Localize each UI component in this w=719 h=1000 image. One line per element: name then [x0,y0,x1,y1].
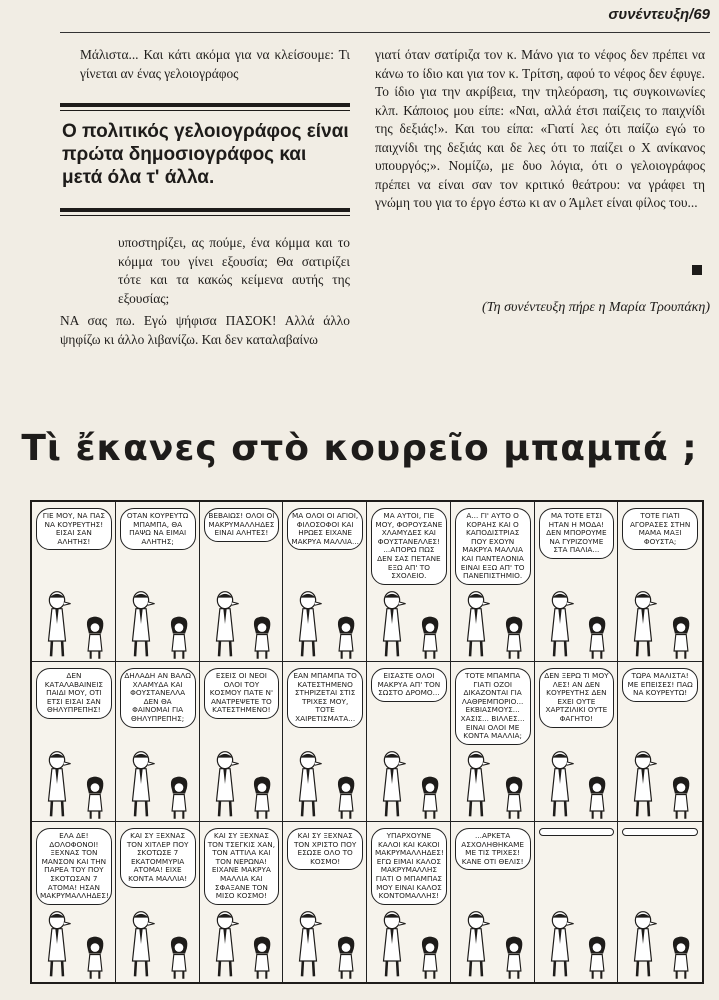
comic-grid [32,502,702,982]
comic-panel [200,662,284,822]
son-figure [668,936,694,980]
father-figure [543,590,577,658]
article-credit: (Τη συνέντευξη πήρε η Μαρία Τρουπάκη) [481,300,710,315]
father-figure [124,910,158,978]
father-figure [375,910,409,978]
pull-quote-rule-bottom-thin [60,215,350,216]
son-figure [333,616,359,660]
speech-bubble: ΕΣΕΙΣ ΟΙ ΝΕΟΙ ΟΛΟΙ ΤΟΥ ΚΟΣΜΟΥ ΠΑΤΕ Ν' ΑΝΑΤΡΕΨΕΤΕ ΤΟ ΚΑΤΕΣΤΗΜΕΝΟ! [204,668,280,719]
son-figure [501,616,527,660]
father-figure [375,750,409,818]
speech-bubble: ΚΑΙ ΣΥ ΞΕΧΝΑΣ ΤΟΝ ΤΣΕΓΚΙΣ ΧΑΝ, ΤΟΝ ΑΤΤΙΛΑ ΚΑΙ ΤΟΝ ΝΕΡΩΝΑ! ΕΙΧΑΝΕ ΜΑΚΡΥΑ ΜΑΛΛΙΑ ΚΑΙ ΣΦΑΞΑΝΕ ΤΟΝ ΜΙΣΟ ΚΟΣΜΟ! [204,828,280,905]
son-figure [333,776,359,820]
son-figure [417,616,443,660]
article-left-bottom [60,312,350,349]
son-figure [249,776,275,820]
speech-bubble: ΟΤΑΝ ΚΟΥΡΕΥΤΩ ΜΠΑΜΠΑ, ΘΑ ΠΑΨΩ ΝΑ ΕΙΜΑΙ ΑΛΗΤΗΣ; [120,508,196,550]
comic-panel [32,822,116,982]
son-figure [166,776,192,820]
father-figure [543,910,577,978]
son-figure [333,936,359,980]
speech-bubble: ΕΛΑ ΔΕ! ΔΟΛΟΦΟΝΟΙ! ΞΕΧΝΑΣ ΤΟΝ ΜΑΝΣΟΝ ΚΑΙ ΤΗΝ ΠΑΡΕΑ ΤΟΥ ΠΟΥ ΣΚΟΤΩΣΑΝ 7 ΑΤΟΜΑ! ΗΣΑΝ ΜΑΚΡΥΜΑΛΛΗΔΕΣ! [36,828,112,905]
article-left-top [80,46,350,83]
father-figure [40,750,74,818]
son-figure [249,616,275,660]
pull-quote-rule-top [60,103,350,107]
comic-panel [283,502,367,662]
son-figure [668,776,694,820]
speech-bubble: ΜΑ ΤΟΤΕ ΕΤΣΙ ΗΤΑΝ Η ΜΟΔΑ! ΔΕΝ ΜΠΟΡΟΥΜΕ ΝΑ ΓΥΡΙΖΟΥΜΕ ΣΤΑ ΠΑΛΙΑ... [539,508,615,559]
comic-panel [618,502,702,662]
son-figure [82,936,108,980]
speech-bubble [622,828,698,836]
comic-panel [283,662,367,822]
comic-panel [535,502,619,662]
father-figure [40,590,74,658]
speech-bubble: ΔΗΛΑΔΗ ΑΝ ΒΑΛΩ ΧΛΑΜΥΔΑ ΚΑΙ ΦΟΥΣΤΑΝΕΛΛΑ ΔΕΝ ΘΑ ΦΑΙΝΟΜΑΙ ΓΙΑ ΘΗΛΥΠΡΕΠΗΣ; [120,668,196,728]
comic-panel [200,822,284,982]
pull-quote-rule-bottom [60,208,350,212]
comic-panel [32,502,116,662]
comic-strip [30,500,704,984]
page-header: συνέντευξη/69 [608,6,710,23]
comic-panel [367,502,451,662]
speech-bubble: ΕΙΣΑΣΤΕ ΟΛΟΙ ΜΑΚΡΥΑ ΑΠ' ΤΟΝ ΣΩΣΤΟ ΔΡΟΜΟ... [371,668,447,702]
comic-panel [200,502,284,662]
father-figure [375,590,409,658]
speech-bubble: Α... ΓΙ' ΑΥΤΟ Ο ΚΟΡΑΗΣ ΚΑΙ Ο ΚΑΠΟΔΙΣΤΡΙΑΣ ΠΟΥ ΕΧΟΥΝ ΜΑΚΡΥΑ ΜΑΛΛΙΑ ΚΑΙ ΠΑΝΤΕΛΟΝΙΑ ΕΙΝΑΙ ΕΞΩ ΑΠ' ΤΟ ΠΑΝΕΠΙΣΤΗΜΙΟ. [455,508,531,585]
pull-quote-rule-top-thin [60,110,350,111]
paragraph: γιατί όταν σατίριζα τον κ. Μάνο για το νέφος δεν πρέπει να κάνω το ίδιο και για τον κ. Τρίτση, αφού το νέφος δεν έφυγε. Το ίδιο για την ακρίβεια, την τηλεόραση, τις συγκοινωνίες κλπ. Κάποιος μου είπε: «Ναι, αλλά έτσι παίζεις το παιχνίδι της δεξιάς!». Και του είπα: «Γιατί λες ότι παίζω εγώ το παιχνίδι της δεξιάς και δε λες ότι το παίζει ο Χ ανίκανος υπουργός;». Νομίζω, με δυο λόγια, ότι ο γελοιογράφος πρέπει να είναι σαν τον κριτικό θεάτρου: να γράφει τη γνώμη του για το έργο έστω κι αν ο Άμλετ είναι φίλος του... [375,47,705,210]
comic-panel [116,502,200,662]
son-figure [501,776,527,820]
speech-bubble: ΥΠΑΡΧΟΥΝΕ ΚΑΛΟΙ ΚΑΙ ΚΑΚΟΙ ΜΑΚΡΥΜΑΛΛΗΔΕΣ! ΕΓΩ ΕΙΜΑΙ ΚΑΛΟΣ ΜΑΚΡΥΜΑΛΛΗΣ ΓΙΑΤΙ Ο ΜΠΑΜΠΑΣ ΜΟΥ ΕΙΝΑΙ ΚΑΛΟΣ ΚΟΝΤΟΜΑΛΛΗΣ! [371,828,447,905]
father-figure [124,750,158,818]
comic-panel [32,662,116,822]
father-figure [291,590,325,658]
speech-bubble: ΔΕΝ ΞΕΡΩ ΤΙ ΜΟΥ ΛΕΣ! ΑΝ ΔΕΝ ΚΟΥΡΕΥΤΗΣ ΔΕΝ ΕΧΕΙ ΟΥΤΕ ΧΑΡΤΖΙΛΙΚΙ ΟΥΤΕ ΦΑΓΗΤΟ! [539,668,615,728]
speech-bubble: ΤΩΡΑ ΜΑΛΙΣΤΑ! ΜΕ ΕΠΕΙΣΕΣ! ΠΑΩ ΝΑ ΚΟΥΡΕΥΤΩ! [622,668,698,702]
article-left-mid [118,234,350,308]
header-rule [60,32,710,33]
father-figure [626,910,660,978]
father-figure [291,910,325,978]
speech-bubble: ΜΑ ΑΥΤΟΙ, ΓΙΕ ΜΟΥ, ΦΟΡΟΥΣΑΝΕ ΧΛΑΜΥΔΕΣ ΚΑΙ ΦΟΥΣΤΑΝΕΛΛΕΣ! ...ΑΠΟΡΩ ΠΩΣ ΔΕΝ ΣΑΣ ΠΕΤΑΝΕ ΕΞΩ ΑΠ' ΤΟ ΣΧΟΛΕΙΟ. [371,508,447,585]
speech-bubble: ΓΙΕ ΜΟΥ, ΝΑ ΠΑΣ ΝΑ ΚΟΥΡΕΥΤΗΣ! ΕΙΣΑΙ ΣΑΝ ΑΛΗΤΗΣ! [36,508,112,550]
comic-panel [618,822,702,982]
father-figure [208,910,242,978]
comic-panel [116,662,200,822]
father-figure [208,750,242,818]
son-figure [82,776,108,820]
son-figure [668,616,694,660]
paragraph: Μάλιστα... Και κάτι ακόμα για να κλείσουμε: Τι γίνεται αν ένας γελοιογράφος [80,47,350,81]
comic-panel [451,502,535,662]
father-figure [40,910,74,978]
comic-panel [367,662,451,822]
speech-bubble: ΜΑ ΟΛΟΙ ΟΙ ΑΓΙΟΙ, ΦΙΛΟΣΟΦΟΙ ΚΑΙ ΗΡΩΕΣ ΕΙΧΑΝΕ ΜΑΚΡΥΑ ΜΑΛΛΙΑ... [287,508,363,550]
comic-panel [535,662,619,822]
comic-title: Τὶ ἔκανες στὸ κουρεῖο μπαμπά ; [21,428,698,469]
father-figure [124,590,158,658]
speech-bubble [539,828,615,836]
father-figure [626,750,660,818]
speech-bubble: ΔΕΝ ΚΑΤΑΛΑΒΑΙΝΕΙΣ ΠΑΙΔΙ ΜΟΥ, ΟΤΙ ΕΤΣΙ ΕΙΣΑΙ ΣΑΝ ΘΗΛΥΠΡΕΠΗΣ! [36,668,112,719]
comic-panel [618,662,702,822]
son-figure [417,776,443,820]
paragraph: ΝΑ σας πω. Εγώ ψήφισα ΠΑΣΟΚ! Αλλά άλλο ψηφίζω κι άλλο λιβανίζω. Και δεν καταλαβαίνω [60,313,350,347]
father-figure [459,590,493,658]
speech-bubble: ΚΑΙ ΣΥ ΞΕΧΝΑΣ ΤΟΝ ΧΙΤΛΕΡ ΠΟΥ ΣΚΟΤΩΣΕ 7 ΕΚΑΤΟΜΜΥΡΙΑ ΑΤΟΜΑ! ΕΙΧΕ ΚΟΝΤΑ ΜΑΛΛΙΑ! [120,828,196,888]
comic-panel [283,822,367,982]
son-figure [584,776,610,820]
speech-bubble: ΒΕΒΑΙΩΣ! ΟΛΟΙ ΟΙ ΜΑΚΡΥΜΑΛΛΗΔΕΣ ΕΙΝΑΙ ΑΛΗΤΕΣ! [204,508,280,542]
article-right [375,46,705,213]
father-figure [459,750,493,818]
speech-bubble: ΕΑΝ ΜΠΑΜΠΑ ΤΟ ΚΑΤΕΣΤΗΜΕΝΟ ΣΤΗΡΙΖΕΤΑΙ ΣΤΙΣ ΤΡΙΧΕΣ ΜΟΥ, ΤΟΤΕ ΧΑΙΡΕΤΙΣΜΑΤΑ... [287,668,363,728]
son-figure [166,936,192,980]
comic-panel [367,822,451,982]
paragraph: υποστηρίζει, ας πούμε, ένα κόμμα και το κόμμα του γίνει εξουσία; Θα σατιρίζει τότε και τα κακώς κείμενα αυτής της εξουσίας; [118,235,350,306]
speech-bubble: ΤΟΤΕ ΜΠΑΜΠΑ ΓΙΑΤΙ ΟΖΟΙ ΔΙΚΑΖΟΝΤΑΙ ΓΙΑ ΛΑΘΡΕΜΠΟΡΙΟ... ΕΚΒΙΑΣΜΟΥΣ... ΧΑΣΙΣ... ΒΙΛΛΕΣ... ΕΙΝΑΙ ΟΛΟΙ ΜΕ ΚΟΝΤΑ ΜΑΛΛΙΑ; [455,668,531,745]
comic-panel [116,822,200,982]
comic-panel [451,822,535,982]
son-figure [82,616,108,660]
father-figure [543,750,577,818]
son-figure [417,936,443,980]
son-figure [584,616,610,660]
son-figure [501,936,527,980]
comic-panel [535,822,619,982]
son-figure [249,936,275,980]
comic-panel [451,662,535,822]
father-figure [626,590,660,658]
son-figure [166,616,192,660]
speech-bubble: ΤΟΤΕ ΓΙΑΤΙ ΑΓΟΡΑΣΕΣ ΣΤΗΝ ΜΑΜΑ ΜΑΞΙ ΦΟΥΣΤΑ; [622,508,698,550]
father-figure [208,590,242,658]
speech-bubble: ΚΑΙ ΣΥ ΞΕΧΝΑΣ ΤΟΝ ΧΡΙΣΤΟ ΠΟΥ ΕΣΩΣΕ ΟΛΟ ΤΟ ΚΟΣΜΟ! [287,828,363,870]
pull-quote: Ο πολιτικός γελοιογράφος είναι πρώτα δημοσιογράφος και μετά όλα τ' άλλα. [62,121,349,188]
end-of-article-mark [692,265,702,275]
speech-bubble: ...ΑΡΚΕΤΑ ΑΣΧΟΛΗΘΗΚΑΜΕ ΜΕ ΤΙΣ ΤΡΙΧΕΣ! ΚΑΝΕ ΟΤΙ ΘΕΛΙΣ! [455,828,531,870]
son-figure [584,936,610,980]
father-figure [459,910,493,978]
father-figure [291,750,325,818]
